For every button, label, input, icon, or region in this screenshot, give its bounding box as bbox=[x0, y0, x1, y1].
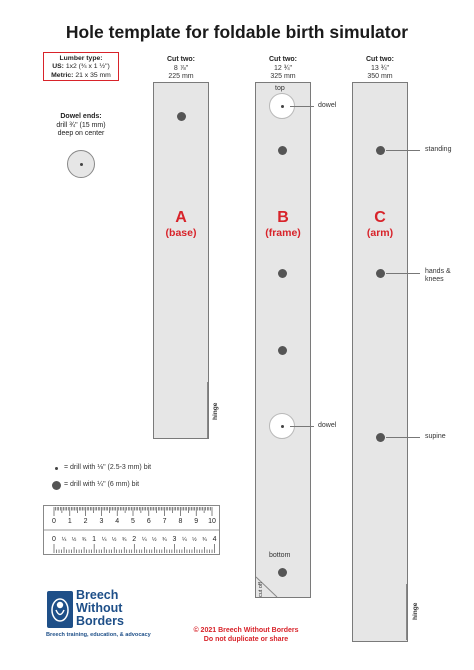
ruler-cm-label: 5 bbox=[131, 518, 135, 525]
board-a-imperial: 8 ⅞" bbox=[173, 64, 189, 72]
ruler-cm-label: 3 bbox=[99, 518, 104, 525]
board-b bbox=[255, 82, 311, 598]
board-b-hole-1-icon bbox=[278, 146, 287, 155]
board-c-supine-leader bbox=[386, 437, 420, 438]
copyright-line1: © 2021 Breech Without Borders bbox=[193, 627, 299, 634]
board-b-cut-label bbox=[253, 56, 313, 82]
board-c-supine-text: supine bbox=[425, 433, 446, 440]
page-title: Hole template for foldable birth simulator bbox=[65, 22, 409, 42]
board-b-label bbox=[253, 209, 313, 240]
board-b-name: (frame) bbox=[265, 227, 301, 239]
board-c-hands-knees-line2: knees bbox=[425, 276, 444, 283]
board-b-cut-off-text: cut off bbox=[258, 582, 264, 597]
board-b-letter: B bbox=[277, 209, 289, 226]
ruler-cm-label: 9 bbox=[194, 518, 199, 525]
board-c-hole-supine-icon bbox=[376, 433, 385, 442]
board-b-hole-2-icon bbox=[278, 269, 287, 278]
board-c-imperial: 13 ¾" bbox=[370, 64, 390, 72]
board-c-letter: C bbox=[374, 209, 386, 226]
ruler-inch-label: ½ bbox=[71, 537, 77, 543]
board-a-hole-icon bbox=[177, 112, 186, 121]
ruler-inch-label: ¾ bbox=[81, 537, 87, 543]
board-c-hinge-text: hinge bbox=[412, 602, 419, 620]
board-c-standing-text: standing bbox=[425, 146, 452, 153]
board-b-dowel-bottom-leader bbox=[290, 426, 314, 427]
legend-small-text: = drill with ⅛" (2.5-3 mm) bit bbox=[64, 464, 152, 471]
lumber-us-label: US: bbox=[52, 63, 64, 71]
ruler-inch-label: 3 bbox=[172, 536, 177, 543]
logo-line3: Borders bbox=[76, 614, 124, 628]
logo-tagline: Breech training, education, & advocacy bbox=[46, 632, 151, 638]
ruler-inch-label: ½ bbox=[111, 537, 117, 543]
board-c-hinge-line bbox=[406, 584, 407, 640]
board-b-metric: 325 mm bbox=[270, 73, 296, 80]
board-c-name: (arm) bbox=[366, 227, 394, 239]
lumber-type-box bbox=[43, 52, 119, 81]
board-c bbox=[352, 82, 408, 642]
board-a-cut-label bbox=[151, 56, 211, 82]
board-a-hinge-line bbox=[207, 382, 208, 438]
ruler-inch-label: 1 bbox=[92, 536, 97, 543]
board-c-hole-standing-icon bbox=[376, 146, 385, 155]
logo-wordmark bbox=[76, 589, 124, 628]
ruler-inch-label: ¾ bbox=[121, 537, 127, 543]
board-b-small-hole-top-icon bbox=[281, 105, 284, 108]
lumber-metric-value: 21 x 35 mm bbox=[75, 71, 111, 79]
board-c-standing-leader bbox=[386, 150, 420, 151]
board-b-imperial: 12 ¾" bbox=[273, 64, 293, 72]
board-c-hole-hands-knees-icon bbox=[376, 269, 385, 278]
lumber-heading: Lumber type: bbox=[59, 55, 103, 62]
board-c-cut-heading: Cut two: bbox=[366, 56, 394, 63]
board-c-label bbox=[350, 209, 410, 240]
ruler-inch-label: ¾ bbox=[162, 537, 167, 543]
board-c-hands-knees-line1: hands & bbox=[425, 268, 451, 275]
board-c-hands-knees-leader bbox=[386, 273, 420, 274]
lumber-us-value: 1x2 (¾ x 1 ½") bbox=[65, 63, 110, 71]
ruler-cm-label: 1 bbox=[67, 518, 72, 525]
board-c-cut-label bbox=[350, 56, 410, 82]
board-a bbox=[153, 82, 209, 439]
board-b-small-hole-bottom-icon bbox=[281, 425, 284, 428]
board-c-hands-knees-text bbox=[425, 268, 451, 284]
ruler-inch-label: ¾ bbox=[202, 537, 207, 543]
dowel-end-center-icon bbox=[80, 163, 83, 166]
ruler-cm-label: 6 bbox=[146, 518, 151, 525]
ruler-inch-label: 4 bbox=[212, 536, 217, 543]
legend-small-hole-icon bbox=[55, 467, 58, 470]
board-c-metric: 350 mm bbox=[367, 73, 393, 80]
ruler bbox=[43, 505, 220, 555]
board-b-hole-3-icon bbox=[278, 346, 287, 355]
logo-line2: Without bbox=[76, 601, 123, 615]
ruler-cm-label: 10 bbox=[208, 518, 216, 525]
dowel-ends-line1: drill ¾" (15 mm) bbox=[56, 121, 106, 129]
ruler-inch-label: 0 bbox=[52, 536, 56, 543]
ruler-cm-label: 0 bbox=[52, 518, 56, 525]
ruler-inch-label: ¼ bbox=[142, 537, 147, 543]
lumber-metric-label: Metric: bbox=[51, 71, 74, 79]
ruler-ticks bbox=[44, 506, 219, 554]
ruler-cm-label: 8 bbox=[178, 518, 183, 525]
logo-line1: Breech bbox=[76, 588, 119, 602]
ruler-cm-label: 4 bbox=[115, 518, 120, 525]
ruler-inch-label: 2 bbox=[132, 536, 137, 543]
copyright-note bbox=[166, 626, 326, 644]
dowel-ends-note bbox=[40, 113, 122, 139]
board-b-bottom-text: bottom bbox=[269, 552, 291, 559]
board-a-cut-heading: Cut two: bbox=[167, 56, 195, 63]
board-b-dowel-top-text: dowel bbox=[318, 102, 337, 109]
copyright-line2: Do not duplicate or share bbox=[203, 636, 289, 643]
ruler-inch-label: ½ bbox=[152, 537, 157, 543]
board-b-dowel-top-leader bbox=[290, 106, 314, 107]
board-a-label bbox=[151, 209, 211, 240]
board-a-hinge-text: hinge bbox=[212, 402, 219, 420]
legend-large-text: = drill with ¼" (6 mm) bit bbox=[64, 481, 140, 488]
board-a-name: (base) bbox=[165, 227, 197, 239]
ruler-cm-label: 2 bbox=[83, 518, 88, 525]
ruler-inch-label: ¼ bbox=[182, 537, 187, 543]
board-b-top-text: top bbox=[275, 85, 285, 92]
board-b-dowel-bottom-text: dowel bbox=[318, 422, 337, 429]
logo-mark-icon bbox=[47, 591, 73, 628]
board-b-cut-heading: Cut two: bbox=[269, 56, 297, 63]
ruler-inch-label: ¼ bbox=[61, 537, 67, 543]
legend-large-hole-icon bbox=[52, 481, 61, 490]
ruler-inch-label: ½ bbox=[192, 537, 197, 543]
board-a-metric: 225 mm bbox=[168, 73, 194, 80]
ruler-cm-label: 7 bbox=[162, 518, 167, 525]
ruler-inch-label: ¼ bbox=[101, 537, 107, 543]
dowel-ends-line2: deep on center bbox=[57, 130, 105, 137]
board-a-letter: A bbox=[175, 209, 187, 226]
dowel-ends-heading: Dowel ends: bbox=[60, 113, 102, 120]
